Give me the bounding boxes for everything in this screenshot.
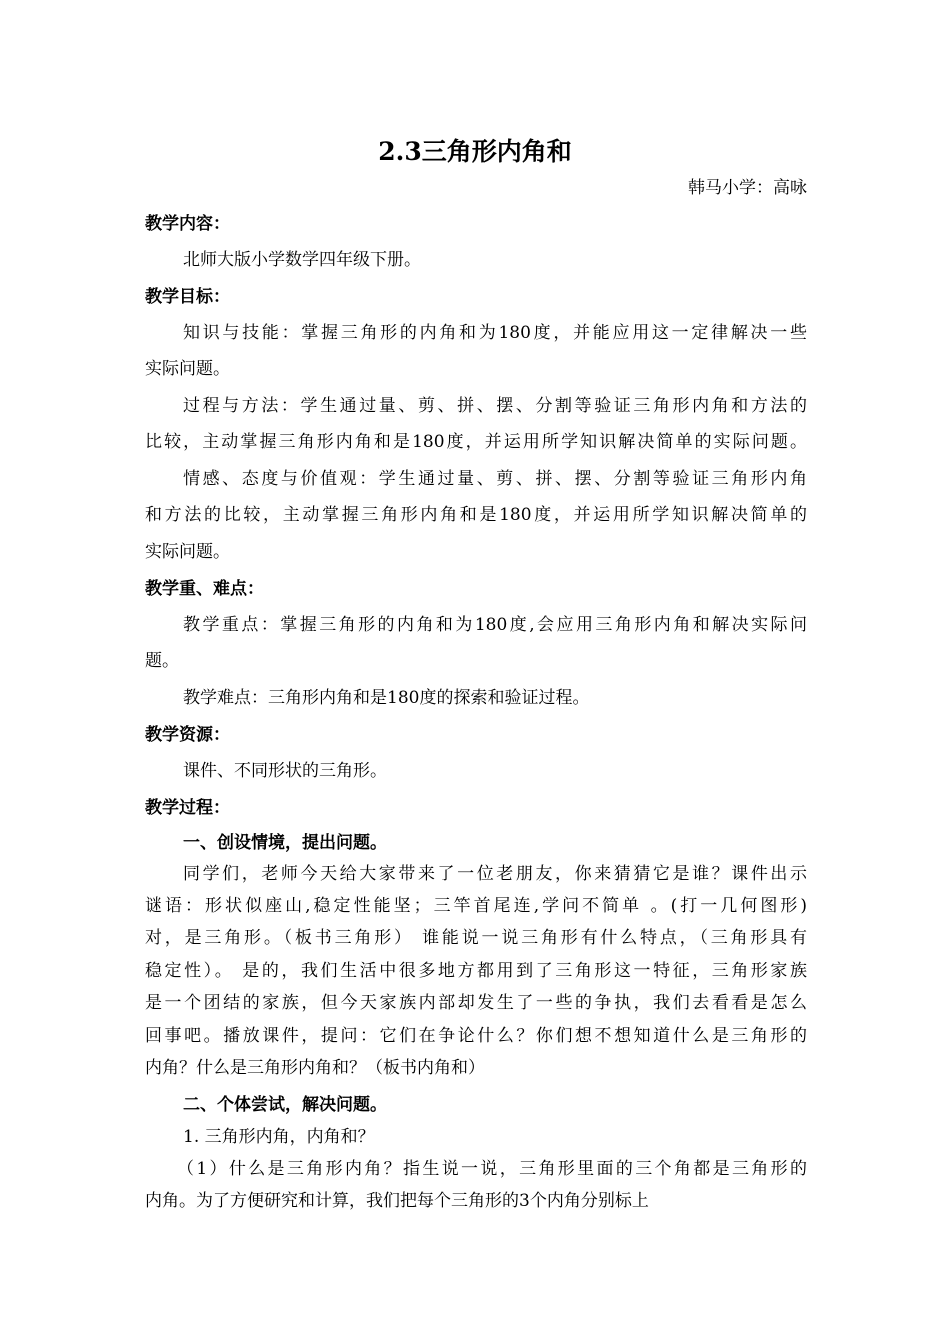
goal-process-line: 过程与方法：学生通过量、剪、拼、摆、分割等验证三角形内角和方法的 bbox=[183, 396, 807, 416]
goal-emotion-line: 情感、态度与价值观：学生通过量、剪、拼、摆、分割等验证三角形内角 bbox=[183, 469, 807, 489]
heading-key-points: 教学重、难点： bbox=[145, 579, 264, 599]
heading-resources: 教学资源： bbox=[145, 725, 230, 745]
page-title: 2.3三角形内角和 bbox=[378, 137, 572, 166]
step2-item: 1. 三角形内角，内角和？ bbox=[183, 1127, 375, 1147]
step2-sub-line: （1）什么是三角形内角？指生说一说，三角形里面的三个角都是三角形的 bbox=[177, 1159, 807, 1179]
goal-knowledge-line: 实际问题。 bbox=[145, 359, 230, 379]
step2-heading: 二、个体尝试，解决问题。 bbox=[183, 1095, 387, 1115]
step1-line: 谜语：形状似座山,稳定性能坚；三竿首尾连,学问不简单 。(打一几何图形) bbox=[145, 896, 807, 916]
key-focus-line: 题。 bbox=[145, 651, 179, 671]
step1-line: 内角？什么是三角形内角和？（板书内角和） bbox=[145, 1058, 485, 1078]
content-text: 北师大版小学数学四年级下册。 bbox=[183, 250, 421, 270]
resources-text: 课件、不同形状的三角形。 bbox=[183, 761, 387, 781]
heading-process: 教学过程： bbox=[145, 798, 230, 818]
author-line: 韩马小学：高咏 bbox=[688, 178, 807, 198]
step1-line: 是一个团结的家族，但今天家族内部却发生了一些的争执，我们去看看是怎么 bbox=[145, 993, 807, 1013]
goal-process-line: 比较，主动掌握三角形内角和是180度，并运用所学知识解决简单的实际问题。 bbox=[145, 432, 807, 452]
goal-emotion-line: 实际问题。 bbox=[145, 542, 230, 562]
heading-content: 教学内容： bbox=[145, 214, 230, 234]
step1-line: 对，是三角形。（板书三角形） 谁能说一说三角形有什么特点，（三角形具有 bbox=[145, 928, 807, 948]
step1-line: 同学们，老师今天给大家带来了一位老朋友，你来猜猜它是谁？课件出示 bbox=[183, 864, 807, 884]
step1-line: 稳定性）。 是的，我们生活中很多地方都用到了三角形这一特征，三角形家族 bbox=[145, 961, 807, 981]
heading-goals: 教学目标： bbox=[145, 287, 230, 307]
key-focus-line: 教学重点：掌握三角形的内角和为180度,会应用三角形内角和解决实际问 bbox=[183, 615, 807, 635]
step1-heading: 一、创设情境，提出问题。 bbox=[183, 833, 387, 853]
step1-line: 回事吧。播放课件，提问：它们在争论什么？你们想不想知道什么是三角形的 bbox=[145, 1026, 807, 1046]
goal-emotion-line: 和方法的比较，主动掌握三角形内角和是180度，并运用所学知识解决简单的 bbox=[145, 505, 807, 525]
goal-knowledge-line: 知识与技能：掌握三角形的内角和为180度，并能应用这一定律解决一些 bbox=[183, 323, 807, 343]
step2-sub-line: 内角。为了方便研究和计算，我们把每个三角形的3个内角分别标上 bbox=[145, 1191, 649, 1211]
key-difficulty: 教学难点：三角形内角和是180度的探索和验证过程。 bbox=[183, 688, 590, 708]
